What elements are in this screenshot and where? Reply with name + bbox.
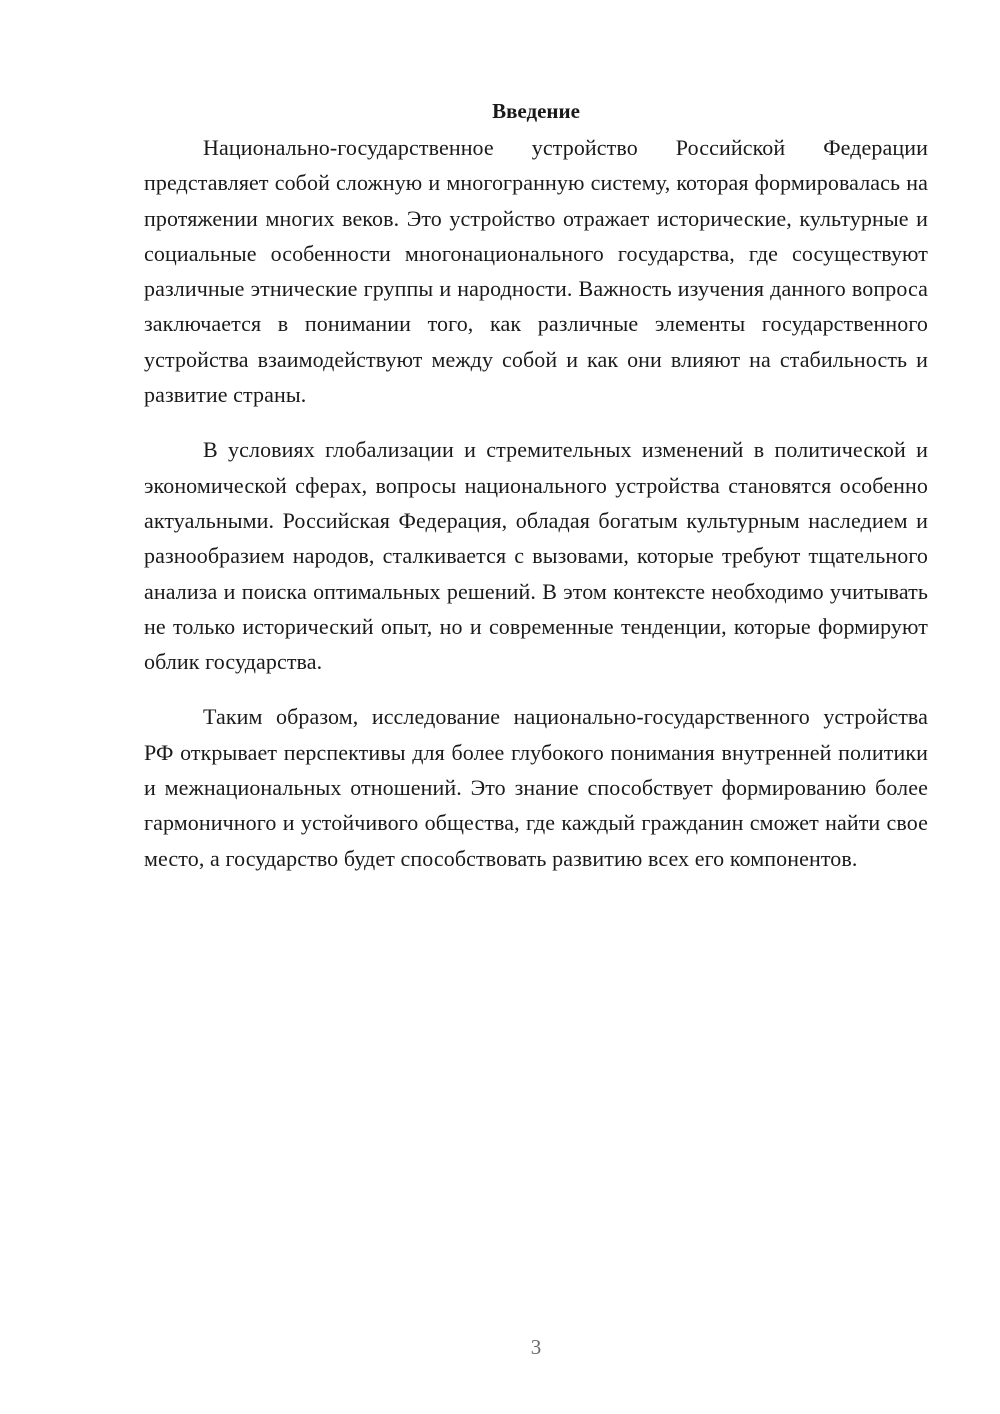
paragraph-2: В условиях глобализации и стремительных изменений в политической и экономической сферах, вопросы национального устройства становятся особенно актуальными. Российская Федерация, обладая богатым культурным наследием и разнообразием народов, сталкивается с вызовами, которые требуют тщательного анализа и поиска оптимальных решений. В этом контексте необходимо учитывать не только исторический опыт, но и современные тенденции, которые формируют облик государства. [144,437,928,675]
paragraph-3: Таким образом, исследование национально-государственного устройства РФ открывает перспективы для более глубокого понимания внутренней политики и межнациональных отношений. Это знание способствует формированию более гармоничного и устойчивого общества, где каждый гражданин сможет найти свое место, а государство будет способствовать развитию всех его компонентов. [144,704,928,871]
page-number: 3 [530,1335,542,1359]
paragraph-1: Национально-государственное устройство Российской Федерации представляет собой сложную и многогранную систему, которая формировалась на протяжении многих веков. Это устройство отражает исторические, культурные и социальные особенности многонационального государства, где сосуществуют различные этнические группы и народности. Важность изучения данного вопроса заключается в понимании того, как различные элементы государственного устройства взаимодействуют между собой и как они влияют на стабильность и развитие страны. [144,135,928,408]
page-title: Введение [492,99,580,123]
page-content [144,96,928,896]
